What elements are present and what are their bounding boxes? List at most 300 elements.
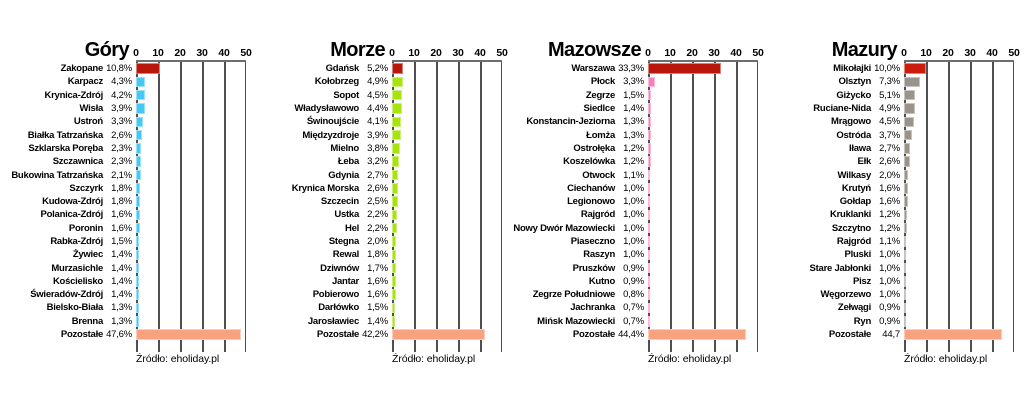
axis-tick-label: 30 bbox=[196, 47, 208, 59]
axis-tick-label: 50 bbox=[496, 47, 508, 59]
bar-cell bbox=[136, 77, 246, 88]
chart-row bbox=[768, 248, 1024, 261]
bar-cell bbox=[904, 103, 1014, 114]
place-label: Wilkasy bbox=[837, 169, 871, 181]
place-label: Pozostałe bbox=[572, 329, 615, 341]
place-label: Szczytno bbox=[831, 222, 871, 234]
bar-cell bbox=[136, 329, 246, 340]
chart-row bbox=[512, 261, 768, 274]
bar-cell bbox=[904, 303, 1014, 314]
value-bar bbox=[392, 77, 403, 88]
value-bar bbox=[392, 303, 395, 314]
chart-row bbox=[256, 182, 512, 195]
value-bar bbox=[392, 276, 396, 287]
value-bar bbox=[648, 183, 650, 194]
chart-row bbox=[768, 222, 1024, 235]
chart-row bbox=[768, 115, 1024, 128]
chart-row bbox=[0, 248, 256, 261]
place-value: 1,4% bbox=[367, 315, 388, 327]
chart-row bbox=[768, 102, 1024, 115]
chart-row bbox=[512, 89, 768, 102]
place-value: 1,5% bbox=[367, 302, 388, 314]
axis-tick-label: 10 bbox=[664, 47, 676, 59]
bar-cell bbox=[904, 223, 1014, 234]
bar-cell bbox=[648, 170, 758, 181]
place-value: 1,0% bbox=[879, 262, 900, 274]
value-bar bbox=[904, 329, 1002, 340]
axis-tick-label: 20 bbox=[686, 47, 698, 59]
place-label: Jachranka bbox=[570, 302, 615, 314]
place-label: Pozostałe bbox=[828, 329, 871, 341]
value-bar bbox=[904, 63, 926, 74]
place-label: Pobierowo bbox=[312, 289, 359, 301]
value-bar bbox=[904, 170, 908, 181]
chart-row bbox=[256, 301, 512, 314]
place-label: Pozostałe bbox=[316, 329, 359, 341]
chart-row bbox=[512, 142, 768, 155]
bar-cell bbox=[648, 130, 758, 141]
place-value: 1,4% bbox=[111, 249, 132, 261]
chart-row bbox=[0, 208, 256, 221]
chart-title: Góry bbox=[84, 39, 129, 61]
place-value: 3,2% bbox=[367, 156, 388, 168]
value-bar bbox=[648, 103, 651, 114]
value-bar bbox=[392, 316, 395, 327]
bar-cell bbox=[392, 117, 502, 128]
bar-cell bbox=[904, 90, 1014, 101]
value-bar bbox=[392, 223, 397, 234]
bar-cell bbox=[136, 170, 246, 181]
place-label: Zegrze bbox=[585, 89, 615, 101]
bar-chart bbox=[512, 34, 768, 365]
place-value: 2,0% bbox=[367, 236, 388, 247]
chart-row bbox=[256, 248, 512, 261]
value-bar bbox=[136, 143, 141, 154]
place-label: Ostrołęka bbox=[573, 142, 615, 154]
bar-cell bbox=[904, 316, 1014, 327]
chart-row bbox=[256, 288, 512, 301]
value-bar bbox=[392, 250, 396, 261]
axis-tick-label: 0 bbox=[645, 47, 651, 59]
bar-cell bbox=[136, 130, 246, 141]
chart-row bbox=[512, 62, 768, 75]
place-label: Szczecin bbox=[320, 196, 359, 208]
value-bar bbox=[904, 250, 906, 261]
place-value: 1,4% bbox=[623, 103, 644, 115]
value-bar bbox=[392, 156, 399, 167]
place-value: 1,0% bbox=[623, 209, 644, 221]
chart-header bbox=[512, 34, 768, 60]
chart-row bbox=[768, 275, 1024, 288]
chart-title: Mazury bbox=[831, 39, 897, 61]
axis-tick-label: 20 bbox=[430, 47, 442, 59]
value-bar bbox=[136, 63, 160, 74]
axis-tick-label: 0 bbox=[901, 47, 907, 59]
chart-row bbox=[256, 115, 512, 128]
place-label: Pruszków bbox=[572, 262, 615, 274]
place-value: 1,1% bbox=[623, 169, 644, 181]
value-bar bbox=[392, 236, 396, 247]
bar-chart bbox=[768, 34, 1024, 365]
bar-cell bbox=[904, 77, 1014, 88]
place-value: 7,3% bbox=[879, 76, 900, 88]
place-label: Stegna bbox=[328, 236, 359, 247]
axis-tick-label: 30 bbox=[452, 47, 464, 59]
chart-row bbox=[768, 155, 1024, 168]
value-bar bbox=[904, 263, 906, 274]
place-value: 2,6% bbox=[111, 129, 132, 141]
value-bar bbox=[904, 316, 906, 327]
bar-cell bbox=[136, 156, 246, 167]
value-bar bbox=[136, 77, 145, 88]
place-label: Zełwągi bbox=[837, 302, 871, 314]
place-label: Kołobrzeg bbox=[314, 76, 359, 88]
place-value: 2,7% bbox=[879, 142, 900, 154]
bar-cell bbox=[648, 196, 758, 207]
place-label: Mińsk Mazowiecki bbox=[537, 315, 615, 327]
bar-chart bbox=[256, 34, 512, 365]
source-text: Źródło: eholiday.pl bbox=[904, 353, 988, 366]
place-value: 1,2% bbox=[623, 142, 644, 154]
value-bar bbox=[392, 329, 485, 340]
place-value: 2,6% bbox=[367, 182, 388, 194]
place-value: 1,7% bbox=[367, 262, 388, 274]
value-bar bbox=[136, 130, 142, 141]
place-value: 0,9% bbox=[623, 262, 644, 274]
bar-cell bbox=[392, 170, 502, 181]
value-bar bbox=[136, 183, 140, 194]
bar-cell bbox=[136, 63, 246, 74]
value-bar bbox=[904, 103, 915, 114]
place-label: Mielno bbox=[330, 142, 359, 154]
bar-cell bbox=[648, 77, 758, 88]
bar-cell bbox=[136, 276, 246, 287]
source-label bbox=[768, 353, 1024, 365]
chart-row bbox=[768, 75, 1024, 88]
value-bar bbox=[392, 103, 402, 114]
place-label: Nowy Dwór Mazowiecki bbox=[513, 222, 615, 234]
axis-tick-label: 10 bbox=[408, 47, 420, 59]
place-value: 4,3% bbox=[111, 76, 132, 88]
chart-row bbox=[768, 208, 1024, 221]
value-bar bbox=[392, 183, 398, 194]
bar-cell bbox=[392, 210, 502, 221]
place-label: Bukowina Tatrzańska bbox=[11, 169, 103, 181]
chart-row bbox=[512, 275, 768, 288]
place-value: 1,3% bbox=[111, 302, 132, 314]
chart-row bbox=[768, 288, 1024, 301]
value-bar bbox=[648, 143, 651, 154]
place-label: Giżycko bbox=[836, 89, 871, 101]
bar-cell bbox=[136, 236, 246, 247]
value-bar bbox=[392, 143, 400, 154]
place-value: 2,7% bbox=[367, 169, 388, 181]
place-label: Gdańsk bbox=[325, 63, 359, 75]
chart-row bbox=[768, 195, 1024, 208]
bar-cell bbox=[648, 143, 758, 154]
bar-cell bbox=[904, 210, 1014, 221]
value-bar bbox=[904, 210, 907, 221]
place-label: Ełk bbox=[857, 156, 871, 168]
place-label: Jarosławiec bbox=[307, 315, 359, 327]
chart-row bbox=[0, 102, 256, 115]
value-bar bbox=[392, 63, 403, 74]
place-value: 4,1% bbox=[367, 116, 388, 128]
place-value: 1,3% bbox=[623, 116, 644, 128]
bar-cell bbox=[392, 250, 502, 261]
place-label: Rajgród bbox=[580, 209, 615, 221]
place-value: 3,3% bbox=[623, 76, 644, 88]
chart-row bbox=[512, 235, 768, 248]
place-label: Pozostałe bbox=[60, 329, 103, 341]
bar-cell bbox=[392, 130, 502, 141]
place-label: Warszawa bbox=[571, 63, 615, 75]
chart-row bbox=[512, 208, 768, 221]
chart-row bbox=[512, 248, 768, 261]
place-value: 4,2% bbox=[111, 89, 132, 101]
chart-row bbox=[0, 328, 256, 341]
bar-cell bbox=[136, 196, 246, 207]
place-value: 2,2% bbox=[367, 209, 388, 221]
bar-cell bbox=[392, 63, 502, 74]
place-label: Siedlce bbox=[583, 103, 615, 115]
chart-row bbox=[0, 155, 256, 168]
value-bar bbox=[648, 90, 651, 101]
place-value: 4,9% bbox=[879, 103, 900, 115]
place-value: 1,6% bbox=[111, 222, 132, 234]
bar-cell bbox=[648, 223, 758, 234]
chart-row bbox=[768, 142, 1024, 155]
value-bar bbox=[136, 223, 140, 234]
place-label: Rewal bbox=[332, 249, 359, 261]
chart-row bbox=[512, 288, 768, 301]
chart-row bbox=[0, 315, 256, 328]
place-value: 2,6% bbox=[879, 156, 900, 168]
place-value: 1,0% bbox=[623, 196, 644, 208]
value-bar bbox=[904, 90, 915, 101]
place-value: 10,8% bbox=[106, 63, 132, 75]
value-bar bbox=[136, 90, 145, 101]
place-label: Płock bbox=[590, 76, 615, 88]
bar-cell bbox=[648, 316, 758, 327]
chart-row bbox=[0, 275, 256, 288]
chart-row bbox=[768, 301, 1024, 314]
place-label: Darłówko bbox=[318, 302, 359, 314]
place-label: Murzasichle bbox=[51, 262, 103, 274]
chart-header bbox=[0, 34, 256, 60]
chart-row bbox=[256, 89, 512, 102]
bar-cell bbox=[392, 90, 502, 101]
value-bar bbox=[904, 236, 906, 247]
axis-tick-label: 50 bbox=[752, 47, 764, 59]
bar-cell bbox=[648, 236, 758, 247]
axis-tick-label: 40 bbox=[986, 47, 998, 59]
place-label: Raszyn bbox=[583, 249, 615, 261]
bar-cell bbox=[904, 117, 1014, 128]
value-bar bbox=[136, 276, 139, 287]
chart-row bbox=[0, 168, 256, 181]
place-label: Rabka-Zdrój bbox=[50, 236, 103, 247]
bar-cell bbox=[648, 90, 758, 101]
place-label: Ostróda bbox=[836, 129, 871, 141]
value-bar bbox=[904, 156, 910, 167]
bar-cell bbox=[904, 250, 1014, 261]
place-value: 1,0% bbox=[879, 275, 900, 287]
axis-tick-label: 50 bbox=[1008, 47, 1020, 59]
source-text: Źródło: eholiday.pl bbox=[392, 353, 476, 366]
value-bar bbox=[648, 329, 746, 340]
place-label: Krynica Morska bbox=[291, 182, 359, 194]
place-label: Gdynia bbox=[328, 169, 359, 181]
value-bar bbox=[136, 316, 139, 327]
axis-tick-label: 50 bbox=[240, 47, 252, 59]
value-bar bbox=[392, 263, 396, 274]
bar-cell bbox=[392, 143, 502, 154]
place-value: 1,4% bbox=[111, 289, 132, 301]
value-bar bbox=[392, 117, 401, 128]
place-value: 0,9% bbox=[623, 275, 644, 287]
place-value: 1,6% bbox=[879, 196, 900, 208]
place-value: 0,9% bbox=[879, 315, 900, 327]
bar-cell bbox=[136, 143, 246, 154]
place-value: 1,6% bbox=[879, 182, 900, 194]
chart-row bbox=[256, 208, 512, 221]
bar-cell bbox=[904, 156, 1014, 167]
chart-title: Mazowsze bbox=[547, 39, 641, 61]
place-value: 33,3% bbox=[618, 63, 644, 75]
chart-row bbox=[256, 142, 512, 155]
value-bar bbox=[648, 156, 651, 167]
axis-tick-label: 20 bbox=[174, 47, 186, 59]
chart-row bbox=[256, 195, 512, 208]
place-label: Szczawnica bbox=[52, 156, 103, 168]
chart-row bbox=[768, 62, 1024, 75]
value-bar bbox=[136, 250, 139, 261]
chart-row bbox=[512, 102, 768, 115]
chart-row bbox=[0, 301, 256, 314]
place-label: Legionowo bbox=[567, 196, 615, 208]
bar-cell bbox=[392, 303, 502, 314]
value-bar bbox=[648, 263, 650, 274]
place-value: 3,9% bbox=[367, 129, 388, 141]
bar-cell bbox=[904, 236, 1014, 247]
place-value: 3,9% bbox=[111, 103, 132, 115]
chart-row bbox=[256, 75, 512, 88]
chart-row bbox=[0, 195, 256, 208]
bar-cell bbox=[648, 156, 758, 167]
value-bar bbox=[648, 316, 650, 327]
place-label: Gołdap bbox=[839, 196, 871, 208]
value-bar bbox=[392, 170, 398, 181]
place-value: 1,8% bbox=[111, 196, 132, 208]
place-label: Koszelówka bbox=[563, 156, 615, 168]
bar-cell bbox=[904, 289, 1014, 300]
bar-cell bbox=[648, 289, 758, 300]
value-bar bbox=[392, 289, 396, 300]
value-bar bbox=[136, 236, 139, 247]
place-label: Pisz bbox=[852, 275, 871, 287]
bar-cell bbox=[904, 130, 1014, 141]
place-label: Dziwnów bbox=[320, 262, 359, 274]
bar-cell bbox=[136, 250, 246, 261]
chart-row bbox=[0, 235, 256, 248]
chart-row bbox=[0, 288, 256, 301]
value-bar bbox=[648, 223, 650, 234]
chart-row bbox=[256, 155, 512, 168]
bar-chart bbox=[0, 34, 256, 365]
place-value: 1,4% bbox=[111, 275, 132, 287]
plot-body bbox=[768, 62, 1024, 341]
place-value: 1,0% bbox=[879, 289, 900, 301]
place-label: Rajgród bbox=[836, 236, 871, 247]
place-value: 0,7% bbox=[623, 302, 644, 314]
value-bar bbox=[904, 223, 907, 234]
place-value: 2,2% bbox=[367, 222, 388, 234]
place-value: 1,8% bbox=[367, 249, 388, 261]
chart-row bbox=[512, 182, 768, 195]
chart-row bbox=[512, 222, 768, 235]
bar-cell bbox=[648, 117, 758, 128]
bar-cell bbox=[648, 63, 758, 74]
axis-tick-label: 40 bbox=[730, 47, 742, 59]
bar-cell bbox=[904, 276, 1014, 287]
bar-cell bbox=[648, 210, 758, 221]
place-label: Brenna bbox=[71, 315, 103, 327]
bar-cell bbox=[136, 263, 246, 274]
place-label: Świnoujście bbox=[306, 116, 359, 128]
chart-row bbox=[0, 75, 256, 88]
bar-cell bbox=[648, 276, 758, 287]
place-value: 0,9% bbox=[879, 302, 900, 314]
axis-tick-label: 0 bbox=[133, 47, 139, 59]
place-label: Zakopane bbox=[60, 63, 103, 75]
place-label: Wisła bbox=[79, 103, 103, 115]
place-value: 3,7% bbox=[879, 129, 900, 141]
bar-cell bbox=[392, 316, 502, 327]
place-value: 1,6% bbox=[367, 275, 388, 287]
place-value: 1,4% bbox=[111, 262, 132, 274]
place-label: Krutyń bbox=[841, 182, 871, 194]
place-label: Jantar bbox=[331, 275, 359, 287]
chart-row bbox=[256, 168, 512, 181]
chart-row bbox=[512, 155, 768, 168]
bar-cell bbox=[392, 156, 502, 167]
place-value: 3,8% bbox=[367, 142, 388, 154]
place-value: 4,9% bbox=[367, 76, 388, 88]
place-label: Kutno bbox=[588, 275, 615, 287]
axis-tick-label: 30 bbox=[964, 47, 976, 59]
bar-cell bbox=[392, 183, 502, 194]
place-label: Kościelisko bbox=[52, 275, 103, 287]
place-value: 5,2% bbox=[367, 63, 388, 75]
place-value: 1,8% bbox=[111, 182, 132, 194]
bar-cell bbox=[904, 183, 1014, 194]
place-label: Ruciane-Nida bbox=[813, 103, 871, 115]
value-bar bbox=[136, 156, 141, 167]
place-label: Poronin bbox=[68, 222, 103, 234]
place-value: 1,5% bbox=[623, 89, 644, 101]
place-value: 2,5% bbox=[367, 196, 388, 208]
place-value: 1,0% bbox=[623, 249, 644, 261]
place-value: 4,4% bbox=[367, 103, 388, 115]
bar-cell bbox=[392, 236, 502, 247]
value-bar bbox=[136, 196, 140, 207]
place-label: Mrągowo bbox=[831, 116, 871, 128]
place-value: 4,5% bbox=[367, 89, 388, 101]
place-label: Krynica-Zdrój bbox=[44, 89, 103, 101]
chart-row bbox=[512, 168, 768, 181]
place-label: Władysławowo bbox=[294, 103, 359, 115]
